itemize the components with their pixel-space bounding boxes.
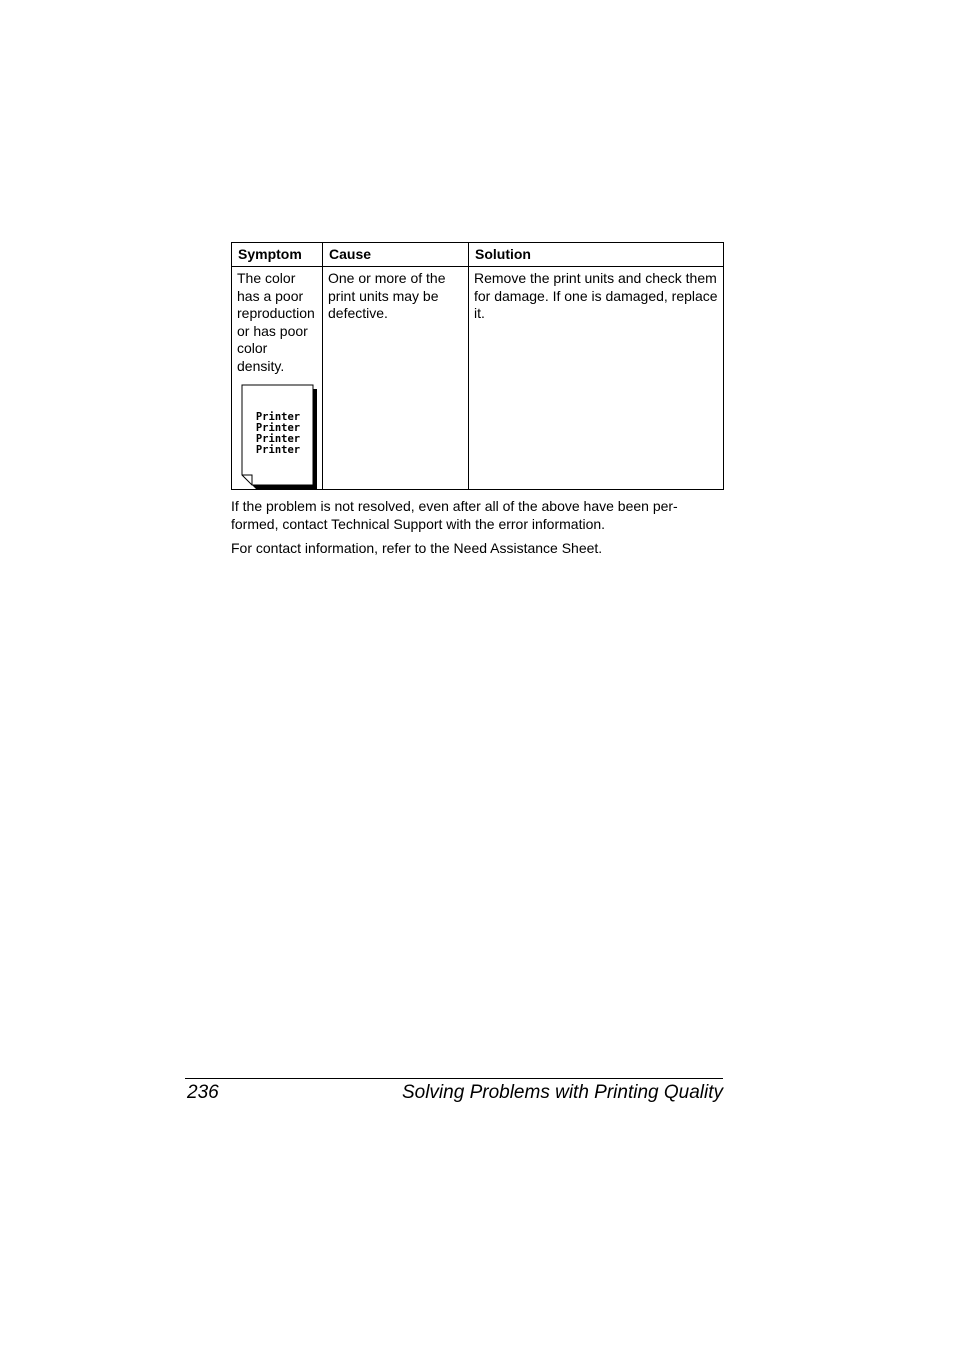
illustration-text-line: Printer: [255, 422, 301, 434]
cause-cell: One or more of the print units may be defective.: [323, 267, 469, 490]
illustration-text-line: Printer: [255, 411, 301, 423]
symptom-cell: [232, 267, 323, 490]
printed-page-sample-illustration: [239, 383, 317, 489]
troubleshooting-table: [231, 242, 724, 490]
footer-section-title: Solving Problems with Printing Quality: [401, 1082, 723, 1103]
column-header-symptom: Symptom: [232, 243, 323, 267]
table-row: [232, 267, 724, 490]
column-header-solution: Solution: [469, 243, 724, 267]
illustration-text-line: Printer: [255, 433, 301, 445]
notes-section: [231, 497, 723, 563]
note-paragraph: For contact information, refer to the Need Assistance Sheet.: [231, 540, 603, 556]
note-paragraph: If the problem is not resolved, even after all of the above have been per-formed, contact Technical Support with the error information.: [231, 498, 678, 532]
symptom-text: The color has a poor reproduction or has poor color density.: [237, 270, 315, 374]
column-header-cause: Cause: [323, 243, 469, 267]
solution-cell: Remove the print units and check them for damage. If one is damaged, replace it.: [469, 267, 724, 490]
page-number: 236: [187, 1082, 219, 1103]
table-header-row: [232, 243, 724, 267]
illustration-text-line: Printer: [255, 444, 301, 456]
footer-divider: [185, 1078, 723, 1079]
